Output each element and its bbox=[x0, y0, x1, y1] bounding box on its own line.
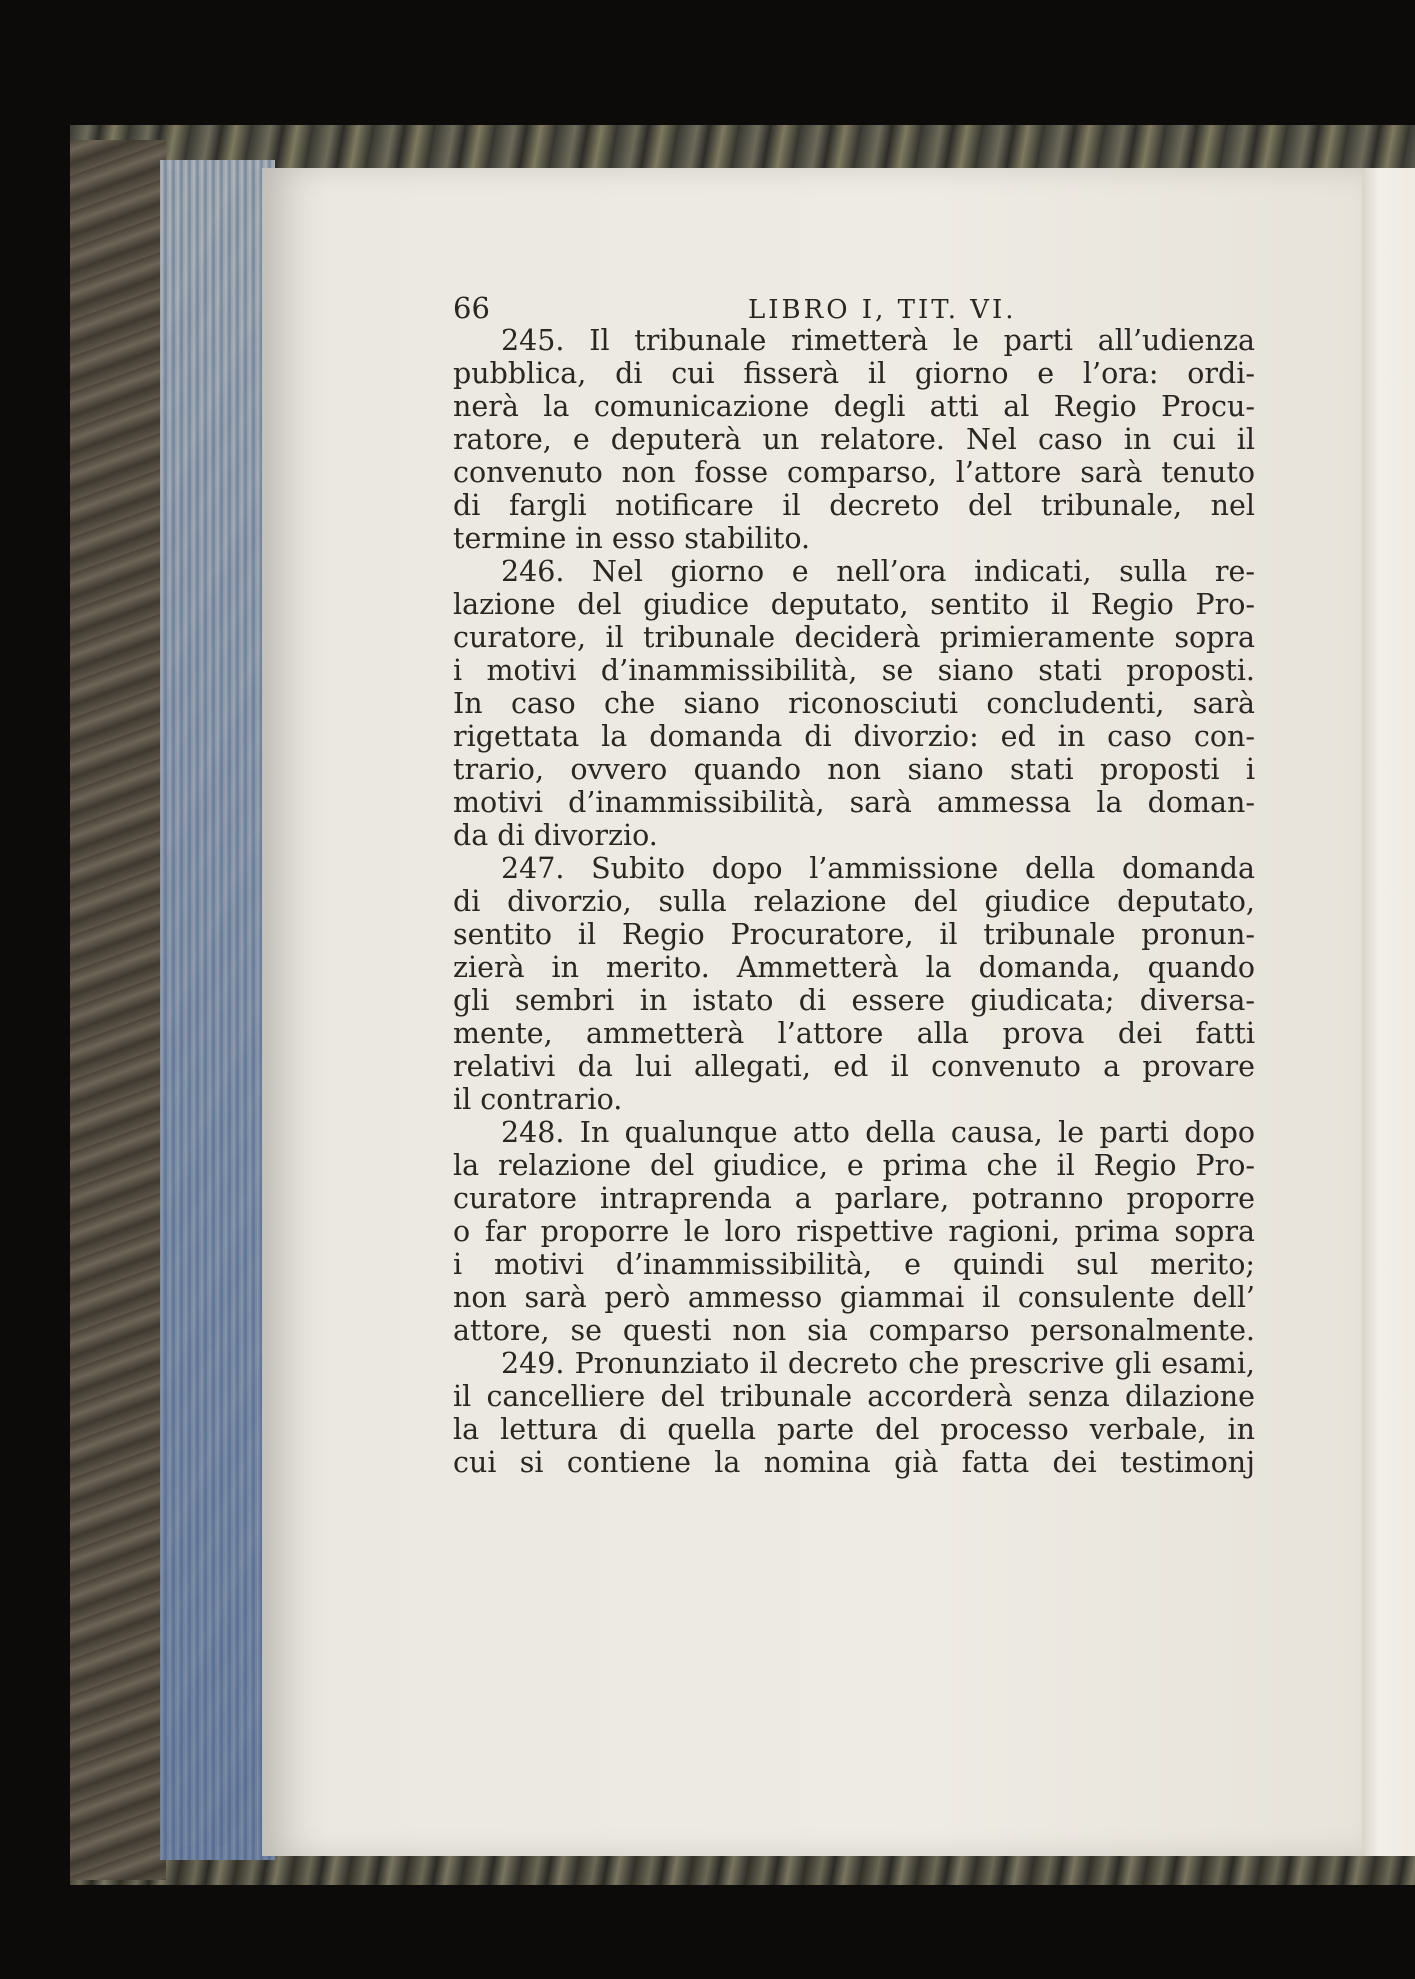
page-text-block bbox=[453, 292, 1255, 1479]
text-line: relativi da lui allegati, ed il convenuto a provare bbox=[453, 1050, 1255, 1083]
text-line: pubblica, di cui fisserà il giorno e l’ora: ordi- bbox=[453, 357, 1255, 390]
text-line: 248. In qualunque atto della causa, le parti dopo bbox=[501, 1116, 1255, 1149]
text-line: 246. Nel giorno e nell’ora indicati, sulla re- bbox=[501, 555, 1255, 588]
text-line: zierà in merito. Ammetterà la domanda, quando bbox=[453, 951, 1255, 984]
text-line: la relazione del giudice, e prima che il Regio Pro- bbox=[453, 1149, 1255, 1182]
text-line: 247. Subito dopo l’ammissione della domanda bbox=[501, 852, 1255, 885]
text-line: cui si contiene la nomina già fatta dei testimonj bbox=[453, 1446, 1255, 1479]
text-line: nerà la comunicazione degli atti al Regio Procu- bbox=[453, 390, 1255, 423]
facing-page-edge bbox=[1362, 168, 1415, 1856]
text-line: gli sembri in istato di essere giudicata; diversa- bbox=[453, 984, 1255, 1017]
text-line: 245. Il tribunale rimetterà le parti all’udienza bbox=[501, 324, 1255, 357]
text-line: di fargli notificare il decreto del tribunale, nel bbox=[453, 489, 1255, 522]
text-line: da di divorzio. bbox=[453, 819, 658, 852]
text-line: di divorzio, sulla relazione del giudice deputato, bbox=[453, 885, 1255, 918]
text-line: sentito il Regio Procuratore, il tribunale pronun- bbox=[453, 918, 1255, 951]
text-line: i motivi d’inammissibilità, e quindi sul merito; bbox=[453, 1248, 1255, 1281]
text-line: curatore intraprenda a parlare, potranno proporre bbox=[453, 1182, 1255, 1215]
text-line: i motivi d’inammissibilità, se siano stati proposti. bbox=[453, 654, 1255, 687]
text-line: 249. Pronunziato il decreto che prescrive gli esami, bbox=[501, 1347, 1255, 1380]
text-line: motivi d’inammissibilità, sarà ammessa la doman- bbox=[453, 786, 1255, 819]
text-line: trario, ovvero quando non siano stati proposti i bbox=[453, 753, 1255, 786]
text-line: attore, se questi non sia comparso personalmente. bbox=[453, 1314, 1255, 1347]
text-line: curatore, il tribunale deciderà primieramente sopra bbox=[453, 621, 1255, 654]
text-line: rigettata la domanda di divorzio: ed in caso con- bbox=[453, 720, 1255, 753]
body-text bbox=[453, 324, 1255, 1479]
text-line: non sarà però ammesso giammai il consulente dell’ bbox=[453, 1281, 1255, 1314]
running-head bbox=[453, 292, 1255, 326]
page-stack-edge bbox=[160, 160, 275, 1860]
text-line: lazione del giudice deputato, sentito il Regio Pro- bbox=[453, 588, 1255, 621]
book-spine-edge bbox=[70, 140, 166, 1880]
text-line: termine in esso stabilito. bbox=[453, 522, 811, 555]
text-line: convenuto non fosse comparso, l’attore sarà tenuto bbox=[453, 456, 1255, 489]
text-line: ratore, e deputerà un relatore. Nel caso in cui il bbox=[453, 423, 1255, 456]
text-line: il contrario. bbox=[453, 1083, 623, 1116]
text-line: il cancelliere del tribunale accorderà senza dilazione bbox=[453, 1380, 1255, 1413]
text-line: la lettura di quella parte del processo verbale, in bbox=[453, 1413, 1255, 1446]
text-line: o far proporre le loro rispettive ragioni, prima sopra bbox=[453, 1215, 1255, 1248]
running-head-title: LIBRO I, TIT. VI. bbox=[748, 295, 1017, 325]
page-number: 66 bbox=[453, 291, 490, 325]
text-line: mente, ammetterà l’attore alla prova dei fatti bbox=[453, 1017, 1255, 1050]
text-line: In caso che siano riconosciuti concludenti, sarà bbox=[453, 687, 1255, 720]
